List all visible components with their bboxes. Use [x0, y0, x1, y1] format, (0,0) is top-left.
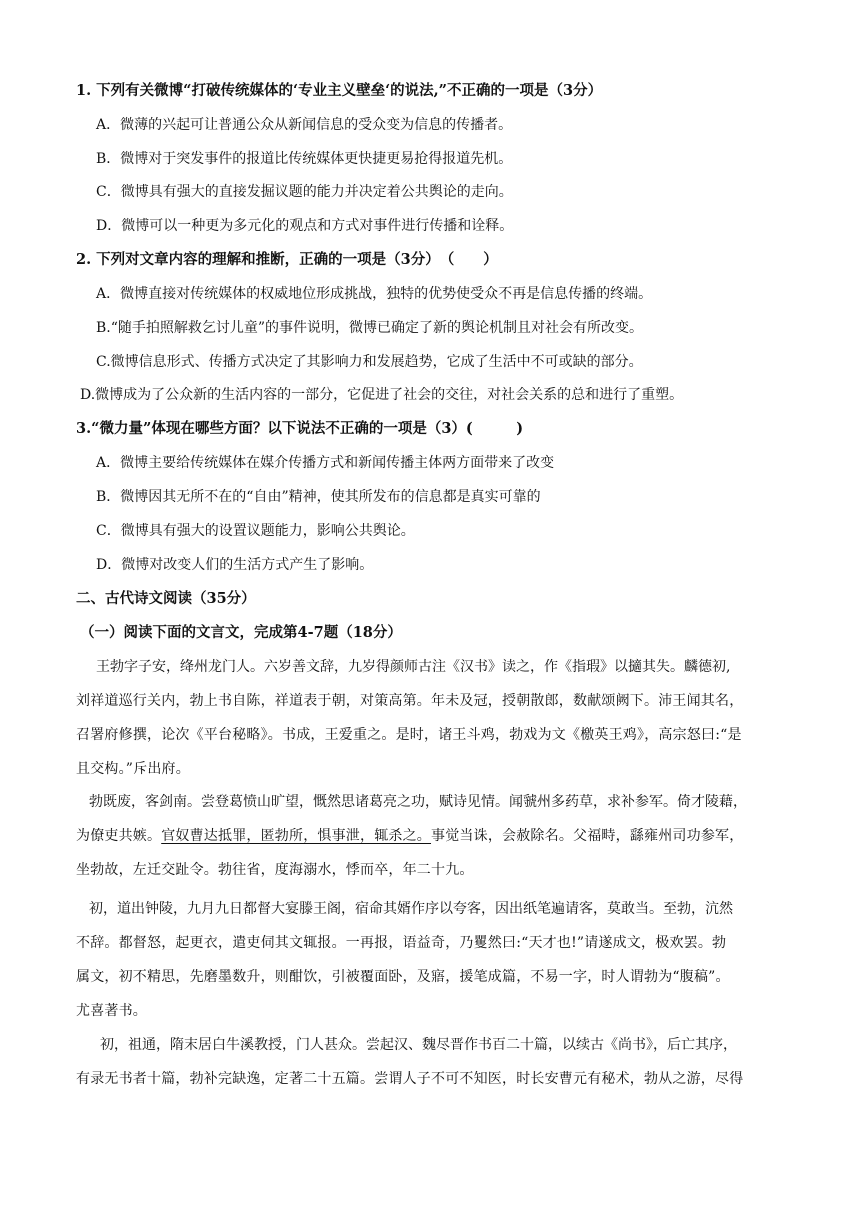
question-3-option-c: C．微博具有强大的设置议题能力，影响公共舆论。 [96, 523, 415, 539]
passage-p2-line-1: 勃既废，客剑南。尝登葛愤山旷望，慨然思诸葛亮之功，赋诗见情。闻虢州多药草，求补参军。倚才陵藉， [89, 794, 747, 810]
underlined-sentence: 官奴曹达抵罪，匿勃所，惧事泄，辄杀之。 [161, 828, 432, 844]
question-3-option-b: B．微博因其无所不在的“自由”精神，使其所发布的信息都是真实可靠的 [96, 489, 541, 505]
question-2-stem: 2. 下列对文章内容的理解和推断，正确的一项是（3分） （ ） [76, 251, 498, 268]
question-1-option-c: C．微博具有强大的直接发掘议题的能力并决定着公共舆论的走向。 [96, 184, 513, 200]
question-3-option-a: A．微博主要给传统媒体在媒介传播方式和新闻传播主体两方面带来了改变 [96, 455, 555, 471]
question-1-option-b: B．微博对于突发事件的报道比传统媒体更快捷更易抢得报道先机。 [96, 151, 513, 167]
question-2-option-a: A．微博直接对传统媒体的权威地位形成挑战，独特的优势使受众不再是信息传播的终端。 [96, 286, 653, 302]
section-title: 二、古代诗文阅读（35分） [76, 590, 256, 607]
passage-p2-line-2-post: 事觉当诛，会赦除名。父福畤，繇雍州司功参军， [431, 828, 744, 844]
passage-p4-line-1: 初，祖通，隋末居白牛溪教授，门人甚众。尝起汉、魏尽晋作书百二十篇，以续古《尚书》，后亡其序， [100, 1037, 737, 1053]
passage-p3-line-1: 初，道出钟陵，九月九日都督大宴滕王阁，宿命其婿作序以夸客，因出纸笔遍请客，莫敢当。至勃，沆然 [89, 901, 733, 917]
subsection-title: （一）阅读下面的文言文，完成第4-7题（18分） [80, 624, 402, 641]
question-1-option-a: A．微薄的兴起可让普通公众从新闻信息的受众变为信息的传播者。 [96, 117, 513, 133]
question-3-stem: 3.“微力量”体现在哪些方面？以下说法不正确的一项是（3）( ) [76, 420, 524, 437]
passage-p3-line-3: 属文，初不精思，先磨墨数升，则酣饮，引被覆面卧，及寤，援笔成篇，不易一字，时人谓勃为“腹稿”。 [76, 969, 730, 985]
question-2-option-d: D.微博成为了公众新的生活内容的一部分，它促进了社会的交往，对社会关系的总和进行了重塑。 [80, 387, 684, 403]
question-3-option-d: D．微博对改变人们的生活方式产生了影响。 [96, 557, 374, 573]
passage-p3-line-2: 不辞。都督怒，起更衣，遣吏伺其文辄报。一再报，语益奇，乃矍然曰:“天才也!”请遂成文，极欢罢。勃 [76, 935, 727, 951]
passage-p1-line-4: 且交构。”斥出府。 [76, 761, 190, 777]
passage-p2-line-2 [76, 826, 743, 846]
question-1-stem: 1. 下列有关微博“打破传统媒体的‘专业主义壁垒‘的说法,”不正确的一项是（3分） [76, 82, 603, 99]
passage-p2-line-2-pre: 为僚吏共嫉。 [76, 828, 162, 844]
question-2-option-c: C.微博信息形式、传播方式决定了其影响力和发展趋势，它成了生活中不可或缺的部分。 [96, 354, 643, 370]
passage-p1-line-2: 刘祥道巡行关内，勃上书自陈，祥道表于朝，对策高第。年未及冠，授朝散郎，数献颂阙下。沛王闻其名， [76, 693, 744, 709]
question-2-option-b: B.“随手拍照解救乞讨儿童”的事件说明，微博已确定了新的舆论机制且对社会有所改变。 [96, 320, 644, 336]
passage-p1-line-1: 王勃字子安，绛州龙门人。六岁善文辞，九岁得颜师古注《汉书》读之，作《指瑕》以擿其失。麟德初, [96, 659, 731, 675]
question-1-option-d: D．微博可以一种更为多元化的观点和方式对事件进行传播和诠释。 [96, 218, 514, 234]
passage-p1-line-3: 召署府修撰，论次《平台秘略》。书成，王爱重之。是时，诸王斗鸡，勃戏为文《檄英王鸡》，高宗怒曰:“是 [76, 727, 742, 743]
passage-p2-line-3: 坐勃故，左迁交趾令。勃往省，度海溺水，悸而卒，年二十九。 [76, 862, 474, 878]
passage-p3-line-4: 尤喜著书。 [76, 1003, 147, 1019]
passage-p4-line-2: 有录无书者十篇，勃补完缺逸，定著二十五篇。尝谓人子不可不知医，时长安曹元有秘术，勃从之游，尽得 [76, 1071, 744, 1087]
